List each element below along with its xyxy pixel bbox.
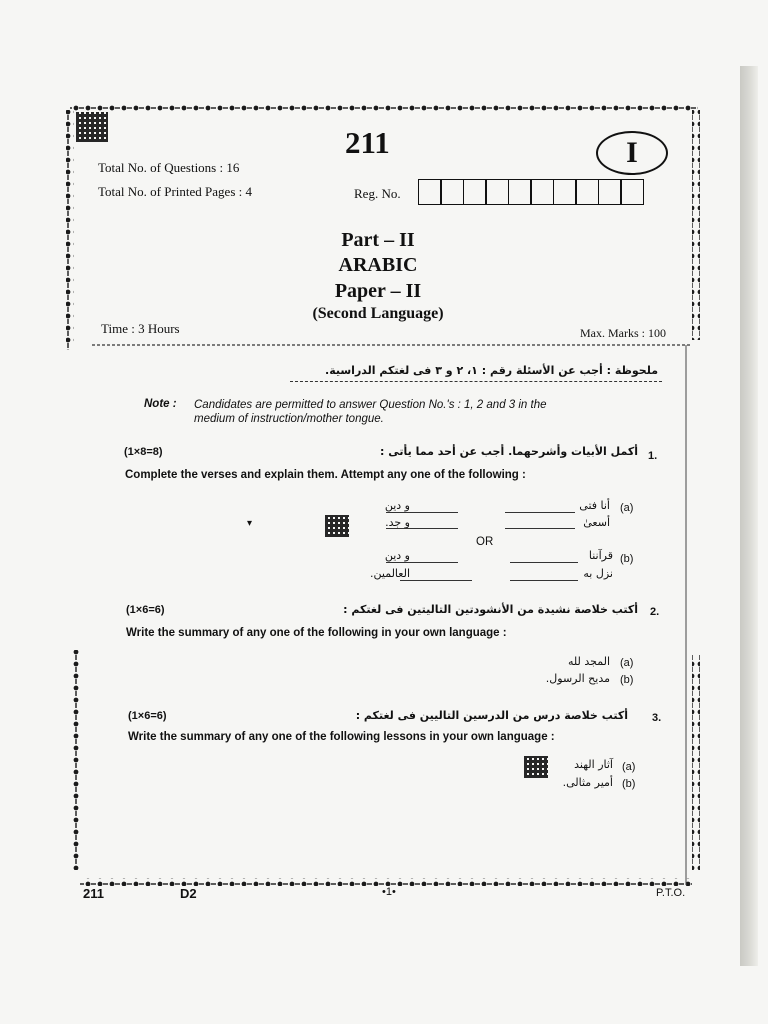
border-bottom (80, 878, 692, 886)
subject-title: ARABIC (338, 254, 418, 276)
q2-b-text: مديح الرسول. (545, 672, 610, 685)
q2-english: Write the summary of any one of the following in your own language : (126, 627, 507, 639)
reg-box[interactable] (530, 179, 554, 205)
part-title: Part – II (341, 229, 415, 251)
reg-no-boxes[interactable] (419, 179, 644, 205)
q1-b-line2-end: العالمين. (370, 567, 410, 580)
qr-code-icon (325, 515, 349, 537)
reg-box[interactable] (440, 179, 464, 205)
footer-pto: P.T.O. (656, 887, 686, 899)
q1-b-line1-start: قرآننا (588, 549, 613, 562)
q3-b-label: (b) (622, 778, 636, 790)
total-pages: Total No. of Printed Pages : 4 (98, 184, 252, 199)
q3-a-label: (a) (622, 761, 636, 773)
blank-line[interactable] (400, 580, 472, 581)
footer-code: 211 (83, 886, 104, 901)
q1-marks: (1×8=8) (124, 446, 163, 458)
note-line-1: Candidates are permitted to answer Question No.'s : 1, 2 and 3 in the (194, 399, 547, 411)
q3-number: 3. (652, 712, 662, 724)
q2-a-label: (a) (620, 657, 634, 669)
q2-number: 2. (650, 606, 660, 618)
border-top (70, 105, 698, 113)
footer-set: D2 (180, 886, 197, 901)
q2-arabic: أكتب خلاصة نشيدة من الأنشودتين التاليتين فى لغتكم : (343, 603, 638, 616)
reg-box[interactable] (508, 179, 532, 205)
q3-b-text: أمير مثالى. (562, 776, 613, 789)
reg-no-label: Reg. No. (354, 186, 401, 201)
q2-a-text: المجد لله (567, 655, 610, 668)
blank-line[interactable] (386, 512, 458, 513)
reg-box[interactable] (463, 179, 487, 205)
blank-line[interactable] (386, 562, 458, 563)
qr-code-icon (524, 756, 548, 778)
time-label: Time : 3 Hours (101, 321, 180, 336)
note-underline (290, 381, 662, 382)
reg-box[interactable] (598, 179, 622, 205)
q1-b-line2-start: نزل به (583, 567, 613, 580)
reg-box[interactable] (485, 179, 509, 205)
q1-a-line2-end: و جد. (385, 516, 410, 529)
barcode-top-left (76, 112, 108, 142)
reg-box[interactable] (620, 179, 644, 205)
footer-page-number: •1• (382, 886, 396, 898)
q1-or: OR (476, 536, 494, 548)
q3-arabic: أكتب خلاصة درس من الدرسين التاليين فى لغتكم : (355, 709, 628, 722)
ink-mark: ▾ (247, 518, 253, 529)
border-right-bottom (692, 655, 700, 870)
reg-box[interactable] (553, 179, 577, 205)
q2-b-label: (b) (620, 674, 634, 686)
series-letter: I (626, 136, 638, 169)
q1-arabic: أكمل الأبيات وأشرحهما. أجب عن أحد مما يأتى : (380, 445, 638, 458)
q1-english: Complete the verses and explain them. Attempt any one of the following : (125, 469, 526, 481)
q1-b-line1-end: و دين (384, 549, 410, 562)
paper-code: 211 (345, 125, 390, 160)
note-line-2: medium of instruction/mother tongue. (194, 413, 384, 425)
note-arabic: ملحوظة : أجب عن الأسئلة رقم : ١، ٢ و ٣ فى لغتكم الدراسية. (325, 364, 658, 377)
reg-box[interactable] (575, 179, 599, 205)
q1-number: 1. (648, 450, 658, 462)
reg-box[interactable] (418, 179, 442, 205)
q3-a-text: آثار الهند (574, 758, 613, 771)
q1-a-line2-start: أسعىٰ (583, 516, 610, 529)
blank-line[interactable] (386, 528, 458, 529)
q1-a-line1-start: أنا فتى (579, 499, 610, 512)
blank-line[interactable] (505, 528, 575, 529)
total-questions: Total No. of Questions : 16 (98, 160, 240, 175)
blank-line[interactable] (505, 512, 575, 513)
q1-a-label: (a) (620, 502, 634, 514)
language-title: (Second Language) (312, 305, 444, 322)
paper-title: Paper – II (334, 280, 422, 302)
q3-english: Write the summary of any one of the following lessons in your own language : (128, 731, 555, 743)
q1-b-label: (b) (620, 553, 634, 565)
q3-marks: (1×6=6) (128, 710, 167, 722)
border-left-bottom (72, 650, 80, 870)
blank-line[interactable] (510, 562, 578, 563)
max-marks-label: Max. Marks : 100 (580, 326, 666, 340)
note-label: Note : (144, 398, 177, 410)
blank-line[interactable] (510, 580, 578, 581)
q1-a-line1-end: و دين (384, 499, 410, 512)
q2-marks: (1×6=6) (126, 604, 165, 616)
